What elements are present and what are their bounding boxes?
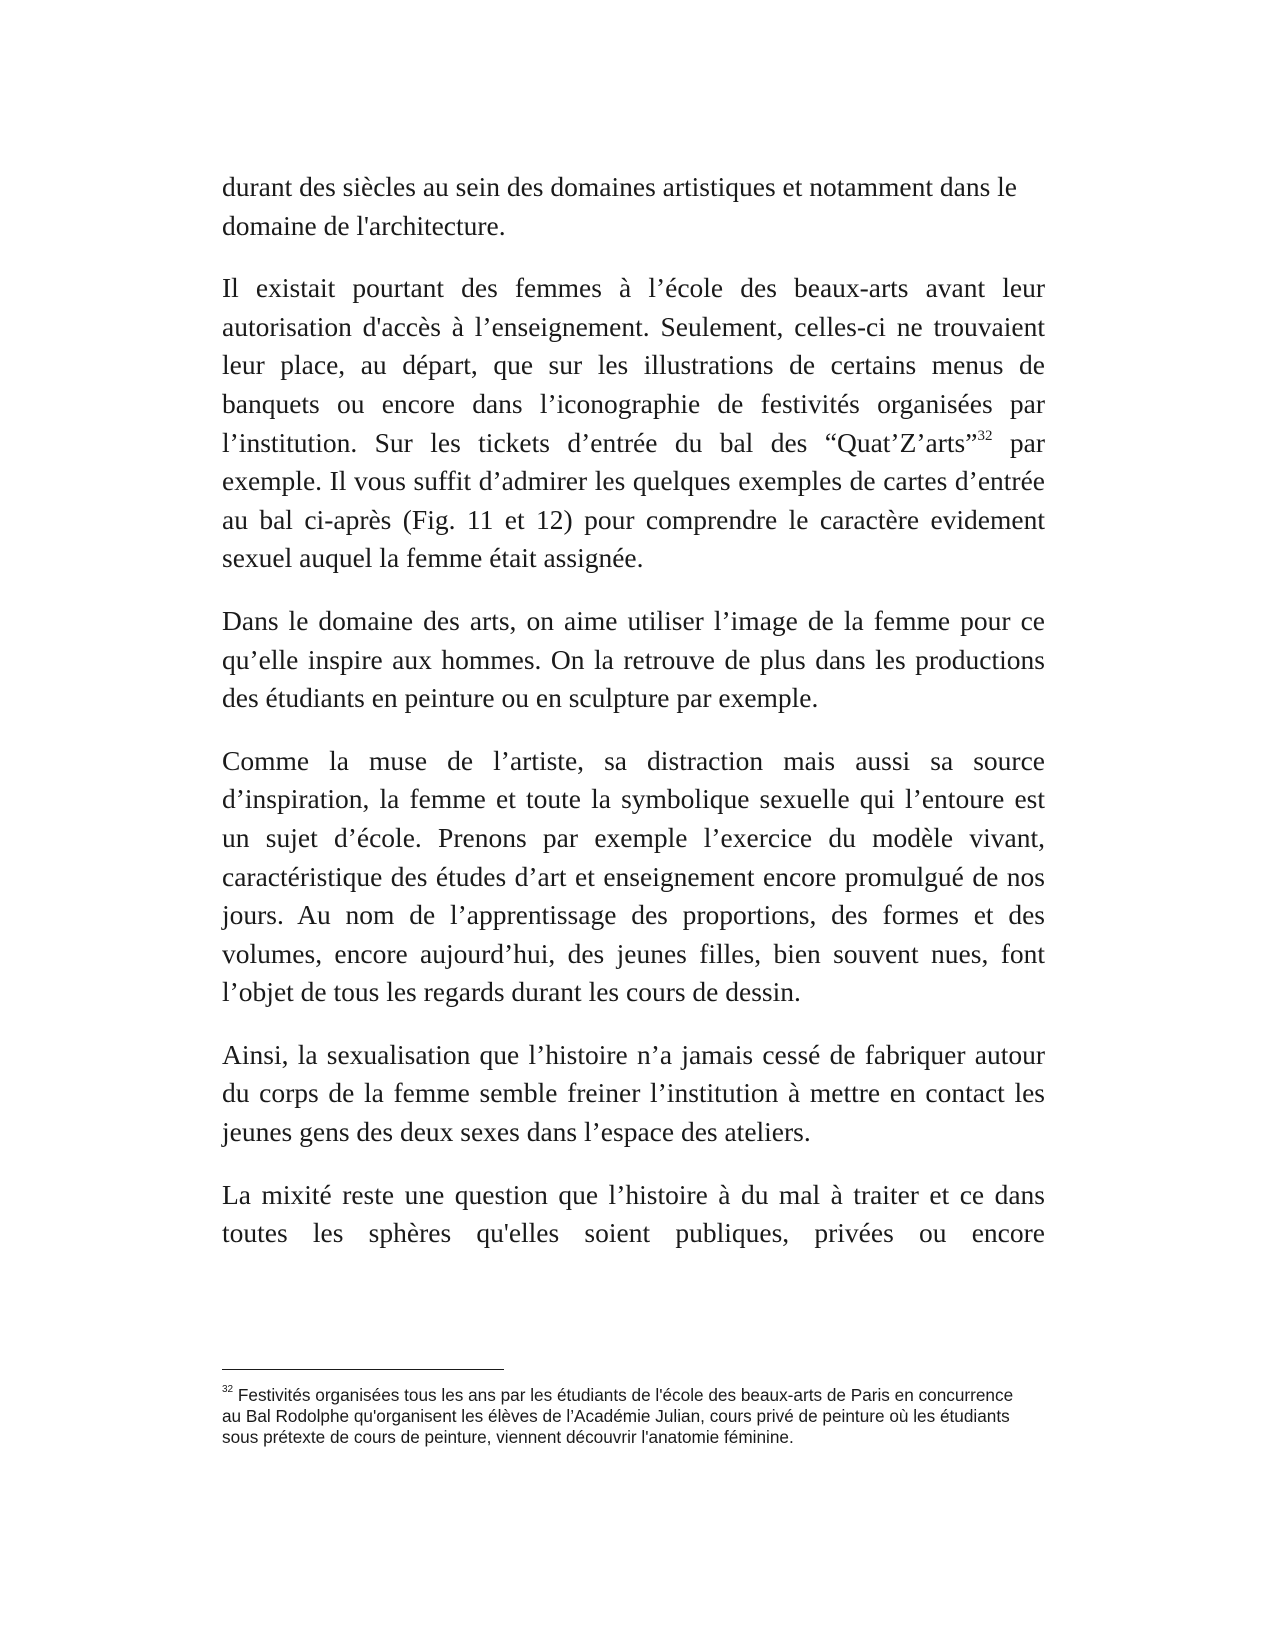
paragraph-2-text-before: Il existait pourtant des femmes à l’école des beaux-arts avant leur autorisation d'accès à l’enseignement. Seulement, celles-ci ne trouvaient leur place, au départ, que sur les illustrations de certains menus de banquets ou encore dans l’iconographie de festivités organisées par l’institution. Sur les tickets d’entrée du bal des “Quat’Z’arts”: [222, 272, 1045, 458]
paragraph-2-text-after: par exemple. Il vous suffit d’admirer les quelques exemples de cartes d’entrée au bal ci-après (Fig. 11 et 12) pour comprendre le caractère evidement sexuel auquel la femme était assignée.: [222, 426, 1045, 574]
paragraph-1: durant des siècles au sein des domaines artistiques et notamment dans le domaine de l'architecture.: [222, 171, 1018, 241]
paragraph-6: La mixité reste une question que l’histoire à du mal à traiter et ce dans toutes les sphères qu'elles soient publiques, privées ou encore: [222, 1178, 1045, 1249]
paragraph-3: Dans le domaine des arts, on aime utiliser l’image de la femme pour ce qu’elle inspire aux hommes. On la retrouve de plus dans les productions des étudiants en peinture ou en sculpture par exemple.: [222, 604, 1045, 714]
paragraph-5: Ainsi, la sexualisation que l’histoire n’a jamais cessé de fabriquer autour du corps de la femme semble freiner l’institution à mettre en contact les jeunes gens des deux sexes dans l’espace des ateliers.: [222, 1038, 1045, 1148]
footnote-text: Festivités organisées tous les ans par les étudiants de l'école des beaux-arts de Paris en concurrence au Bal Rodolphe qu'organisent les élèves de l’Académie Julian, cours privé de peinture où les étudiants sous prétexte de cours de peinture, viennent découvrir l'anatomie féminine.: [222, 1385, 1014, 1447]
paragraph-4: Comme la muse de l’artiste, sa distraction mais aussi sa source d’inspiration, la femme et toute la symbolique sexuelle qui l’entoure est un sujet d’école. Prenons par exemple l’exercice du modèle vivant, caractéristique des études d’art et enseignement encore promulgué de nos jours. Au nom de l’apprentissage des proportions, des formes et des volumes, encore aujourd’hui, des jeunes filles, bien souvent nues, font l’objet de tous les regards durant les cours de dessin.: [222, 744, 1045, 1008]
footnote-separator: [222, 1369, 504, 1370]
document-body: [222, 168, 1045, 1277]
paragraph-2: [222, 269, 1045, 578]
footnote-32: [222, 1385, 1022, 1448]
footnote-reference-32[interactable]: 32: [977, 428, 993, 445]
footnote-number: 32: [222, 1384, 234, 1396]
